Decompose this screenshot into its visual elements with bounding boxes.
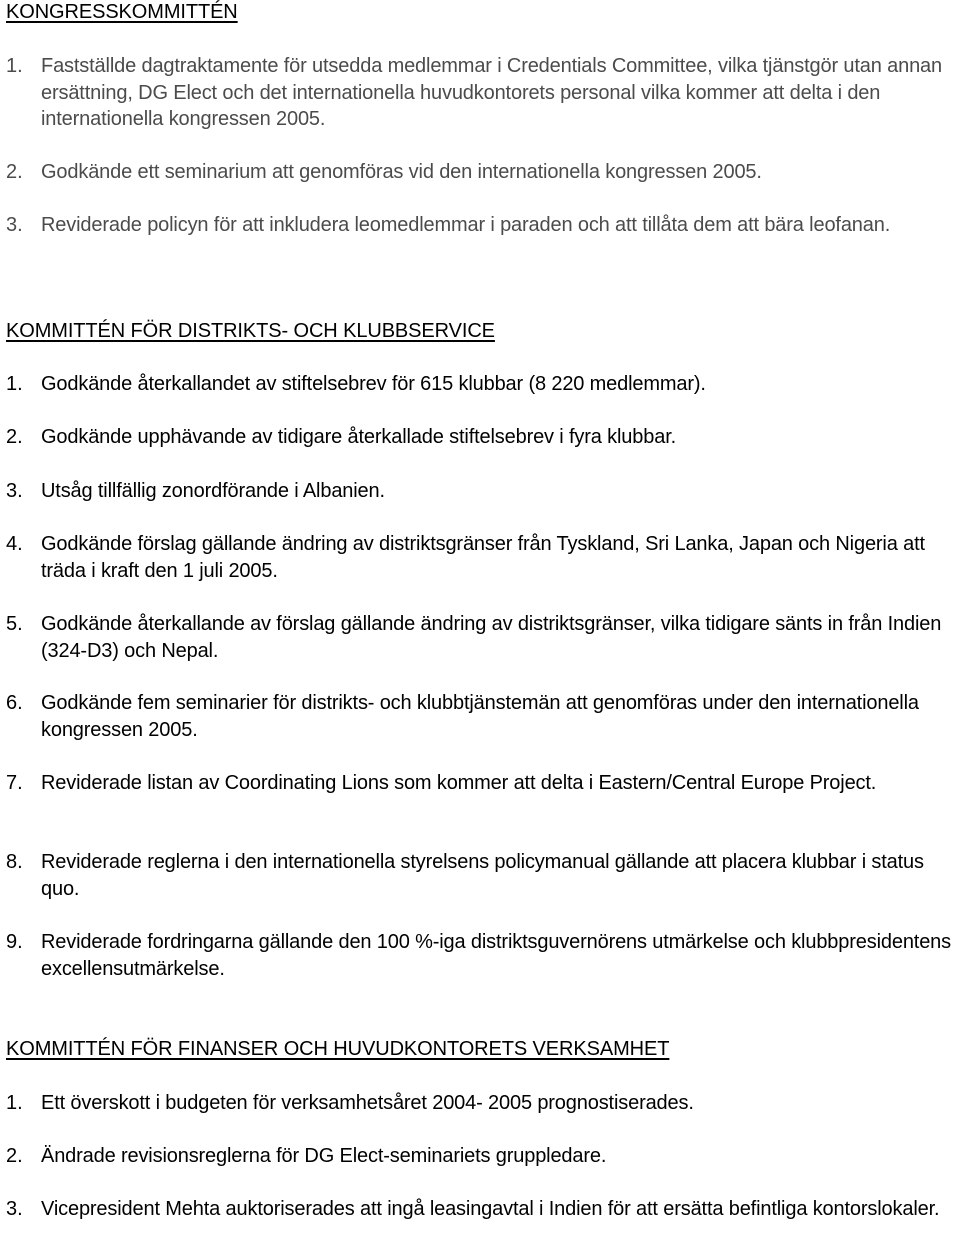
item-number: 3. <box>6 1198 23 1220</box>
list-item <box>6 424 960 451</box>
list-item <box>6 478 960 505</box>
list-item <box>6 849 960 902</box>
item-text: Godkände ett seminarium att genomföras vid den internationella kongressen 2005. <box>41 161 762 183</box>
item-number: 7. <box>6 772 23 794</box>
item-text: Reviderade fordringarna gällande den 100 %-iga distriktsguvernörens utmärkelse och klubbpresidentens excellensutmärkelse. <box>41 931 951 980</box>
list-item <box>6 1143 960 1170</box>
item-text: Utsåg tillfällig zonordförande i Albanien. <box>41 480 385 502</box>
section-heading-kongress: KONGRESSKOMMITTÉN <box>6 1 238 23</box>
item-text: Godkände fem seminarier för distrikts- och klubbtjänstemän att genomföras under den internationella kongressen 2005. <box>41 692 919 741</box>
item-text: Reviderade listan av Coordinating Lions som kommer att delta i Eastern/Central Europe Project. <box>41 772 877 794</box>
item-text: Vicepresident Mehta auktoriserades att ingå leasingavtal i Indien för att ersätta befintliga kontorslokaler. <box>41 1198 940 1220</box>
item-number: 6. <box>6 692 23 714</box>
item-text: Godkände återkallande av förslag gällande ändring av distriktsgränser, vilka tidigare sänts in från Indien (324-D3) och Nepal. <box>41 613 942 662</box>
item-number: 1. <box>6 55 23 77</box>
list-item <box>6 690 960 743</box>
list-item <box>6 159 960 186</box>
item-number: 3. <box>6 214 23 236</box>
item-number: 9. <box>6 931 23 953</box>
item-text: Ett överskott i budgeten för verksamhetsåret 2004- 2005 prognostiserades. <box>41 1092 694 1114</box>
section-heading-finanser: KOMMITTÉN FÖR FINANSER OCH HUVUDKONTORETS VERKSAMHET <box>6 1038 670 1060</box>
list-item <box>6 531 960 584</box>
item-number: 4. <box>6 533 23 555</box>
item-number: 3. <box>6 480 23 502</box>
list-item <box>6 929 960 982</box>
item-text: Reviderade policyn för att inkludera leomedlemmar i paraden och att tillåta dem att bära leofanan. <box>41 214 891 236</box>
item-number: 2. <box>6 161 23 183</box>
item-number: 2. <box>6 1145 23 1167</box>
item-number: 1. <box>6 1092 23 1114</box>
item-text: Reviderade reglerna i den internationella styrelsens policymanual gällande att placera klubbar i status quo. <box>41 851 924 900</box>
list-item <box>6 1090 960 1117</box>
item-text: Ändrade revisionsreglerna för DG Elect-seminariets gruppledare. <box>41 1145 607 1167</box>
list-item <box>6 53 960 133</box>
list-item <box>6 611 960 664</box>
section-heading-distrikts: KOMMITTÉN FÖR DISTRIKTS- OCH KLUBBSERVICE <box>6 320 495 342</box>
list-item <box>6 1196 960 1223</box>
item-text: Godkände upphävande av tidigare återkallade stiftelsebrev i fyra klubbar. <box>41 426 677 448</box>
item-number: 8. <box>6 851 23 873</box>
list-item <box>6 770 960 797</box>
item-number: 2. <box>6 426 23 448</box>
item-text: Godkände förslag gällande ändring av distriktsgränser från Tyskland, Sri Lanka, Japan och Nigeria att träda i kraft den 1 juli 2005. <box>41 533 925 582</box>
list-item <box>6 371 960 398</box>
item-number: 1. <box>6 373 23 395</box>
list-item <box>6 212 960 239</box>
item-text: Fastställde dagtraktamente för utsedda medlemmar i Credentials Committee, vilka tjänstgör utan annan ersättning, DG Elect och det internationella huvudkontorets personal vilka kommer att delta i den internationella kongressen 2005. <box>41 55 943 130</box>
item-number: 5. <box>6 613 23 635</box>
item-text: Godkände återkallandet av stiftelsebrev för 615 klubbar (8 220 medlemmar). <box>41 373 706 395</box>
